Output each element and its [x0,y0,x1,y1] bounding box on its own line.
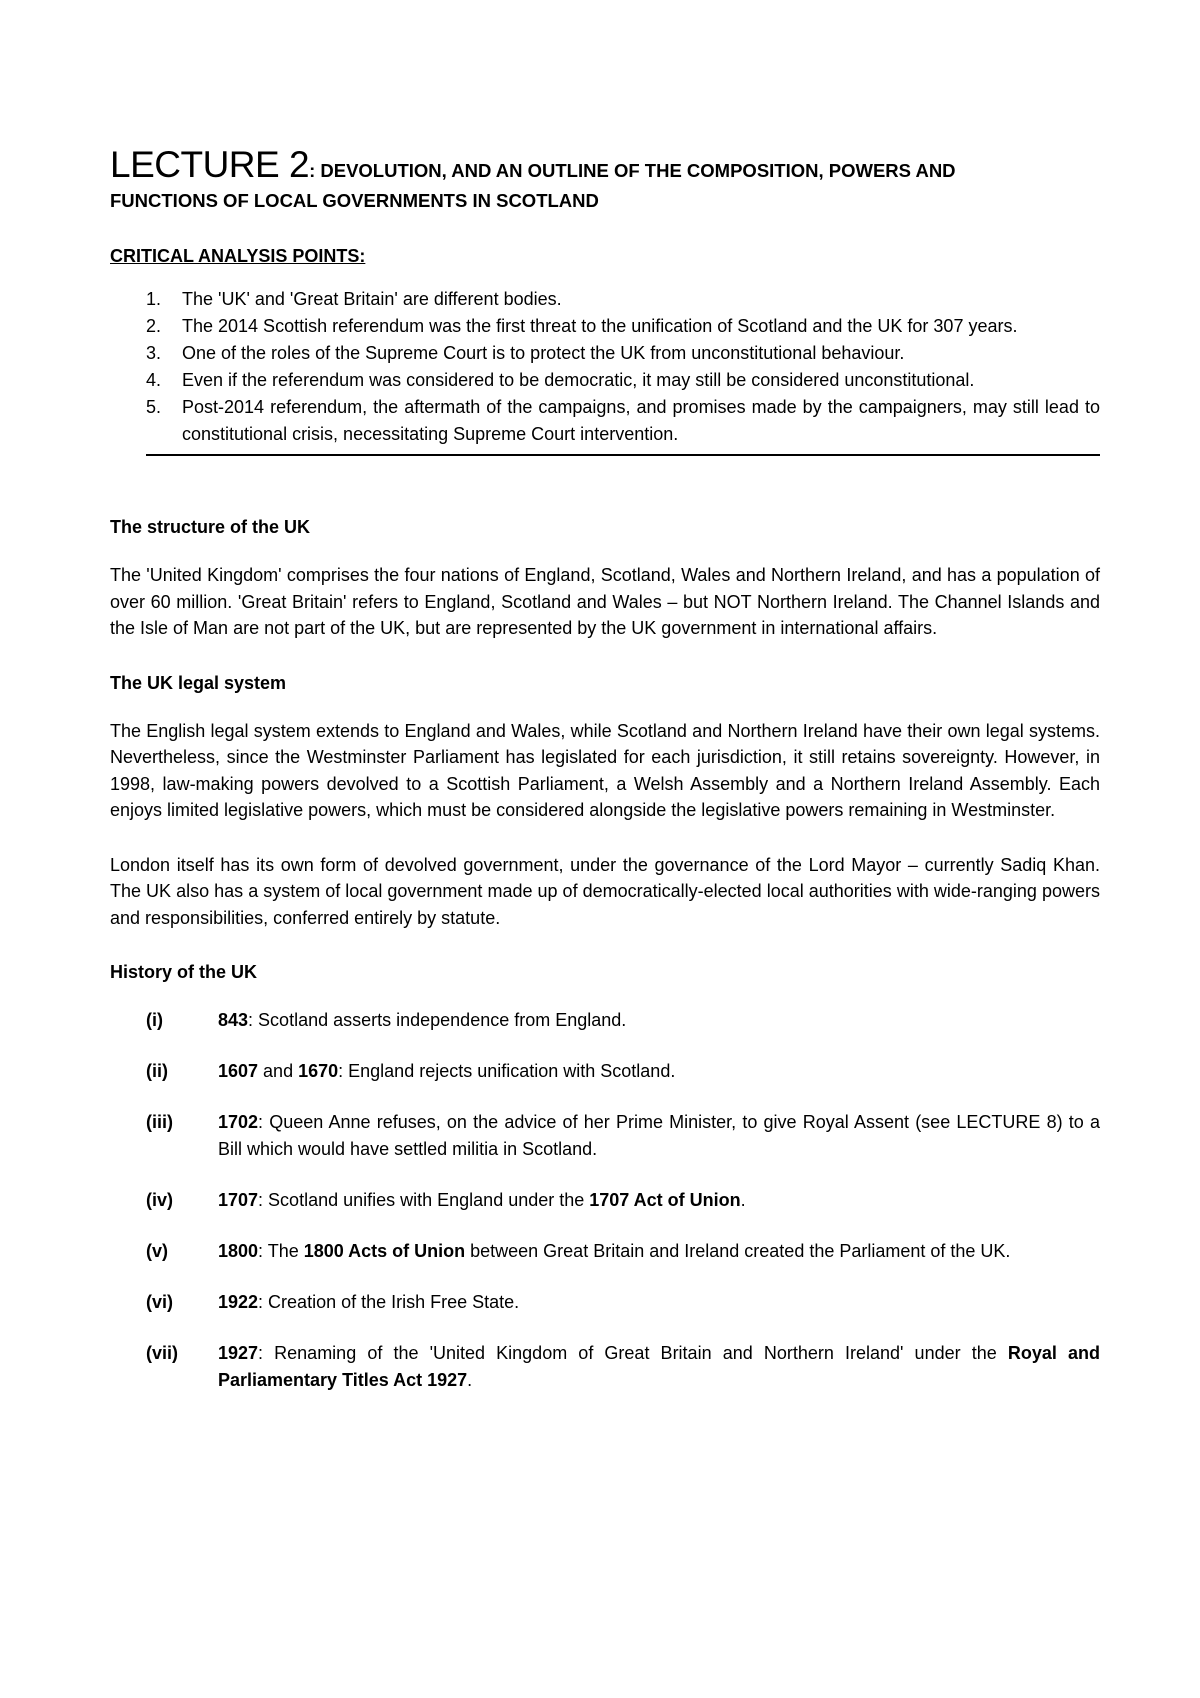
legal-system-paragraph-2: London itself has its own form of devolved government, under the governance of the Lord Mayor – currently Sadiq Khan. The UK also has a system of local government made up of democratically-elected local authorities with wide-ranging powers and responsibilities, conferred entirely by statute. [110,854,1100,928]
list-item [146,313,1100,340]
history-item-numeral: (iv) [146,1190,173,1210]
history-item-text [218,1058,1100,1085]
history-description: : Creation of the Irish Free State. [258,1292,520,1312]
history-year: 843 [218,1010,249,1030]
history-year: 1800 [218,1241,259,1261]
history-item-numeral: (vi) [146,1292,173,1312]
title-line-1: : DEVOLUTION, AND AN OUTLINE OF THE COMPOSITION, POWERS AND [309,160,956,181]
history-description: : England rejects unification with Scotland. [338,1061,676,1081]
history-description: : Scotland unifies with England under the [258,1190,590,1210]
history-item-numeral: (iii) [146,1112,173,1132]
structure-paragraph: The 'United Kingdom' comprises the four nations of England, Scotland, Wales and Northern Ireland, and has a population of over 60 million. 'Great Britain' refers to England, Scotland and Wales – but NOT Northern Ireland. The Channel Islands and the Isle of Man are not part of the UK, but are represented by the UK government in international affairs. [110,565,1100,638]
history-year: 1927 [218,1343,259,1363]
history-year: 1702 [218,1112,259,1132]
list-item [146,286,1100,313]
list-item-text: One of the roles of the Supreme Court is to protect the UK from unconstitutional behaviour. [182,343,905,363]
history-description: : Scotland asserts independence from England. [248,1010,627,1030]
history-list [146,1007,1100,1394]
history-item-text [218,1109,1100,1163]
history-tail: between Great Britain and Ireland created the Parliament of the UK. [465,1241,1011,1261]
structure-heading: The structure of the UK [110,517,311,537]
history-item-text [218,1238,1100,1265]
history-item [146,1109,1100,1163]
history-item-numeral: (ii) [146,1061,168,1081]
list-item-text: The 'UK' and 'Great Britain' are different bodies. [182,289,562,309]
history-year: 1707 [218,1190,259,1210]
history-description: : The [258,1241,304,1261]
document-page [110,145,1100,1418]
history-tail: . [467,1370,473,1390]
history-description: : Renaming of the 'United Kingdom of Great Britain and Northern Ireland' under the [258,1343,1008,1363]
lecture-title [110,145,1100,216]
list-item-text: The 2014 Scottish referendum was the first threat to the unification of Scotland and the UK for 307 years. [182,316,1018,336]
history-item-text [218,1007,1100,1034]
history-year: 1922 [218,1292,259,1312]
list-item [146,340,1100,367]
history-year: 1607 [218,1061,259,1081]
history-item-text [218,1340,1100,1394]
critical-analysis-list [146,286,1100,456]
history-item [146,1187,1100,1214]
history-item-numeral: (i) [146,1010,163,1030]
history-item [146,1007,1100,1034]
list-item-text: Even if the referendum was considered to be democratic, it may still be considered unconstitutional. [182,370,975,390]
list-item-number: 3. [146,343,162,363]
history-year: 1670 [298,1061,339,1081]
history-connector: and [258,1061,299,1081]
list-item-text: Post-2014 referendum, the aftermath of the campaigns, and promises made by the campaigners, may still lead to constitutional crisis, necessitating Supreme Court intervention. [182,397,1100,444]
list-item-number: 5. [146,397,162,417]
critical-analysis-heading: CRITICAL ANALYSIS POINTS: [110,246,366,266]
history-item-numeral: (vii) [146,1343,179,1363]
history-act-name: Royal and Parliamentary Titles Act 1927 [218,1343,1100,1390]
history-act-name: 1707 Act of Union [589,1190,741,1210]
list-item [146,394,1100,448]
lecture-label: LECTURE 2 [110,144,310,185]
history-heading: History of the UK [110,962,258,982]
history-tail: . [740,1190,746,1210]
history-item [146,1058,1100,1085]
title-line-2: FUNCTIONS OF LOCAL GOVERNMENTS IN SCOTLAND [110,190,599,211]
list-item [146,367,1100,394]
history-item-text [218,1289,1100,1316]
history-act-name: 1800 Acts of Union [303,1241,466,1261]
list-item-number: 4. [146,370,162,390]
list-item-number: 1. [146,289,162,309]
legal-system-paragraph-1: The English legal system extends to England and Wales, while Scotland and Northern Ireland have their own legal systems. Nevertheless, since the Westminster Parliament has legislated for each jurisdiction, it still retains sovereignty. However, in 1998, law-making powers devolved to a Scottish Parliament, a Welsh Assembly and a Northern Ireland Assembly. Each enjoys limited legislative powers, which must be considered alongside the legislative powers remaining in Westminster. [110,720,1100,820]
history-item [146,1340,1100,1394]
list-item-number: 2. [146,316,162,336]
legal-system-heading: The UK legal system [110,672,287,693]
history-item-numeral: (v) [146,1241,168,1261]
history-item-text [218,1187,1100,1214]
history-description: : Queen Anne refuses, on the advice of her Prime Minister, to give Royal Assent (see LECTURE 8) to a Bill which would have settled militia in Scotland. [218,1112,1100,1159]
history-item [146,1238,1100,1265]
history-item [146,1289,1100,1316]
